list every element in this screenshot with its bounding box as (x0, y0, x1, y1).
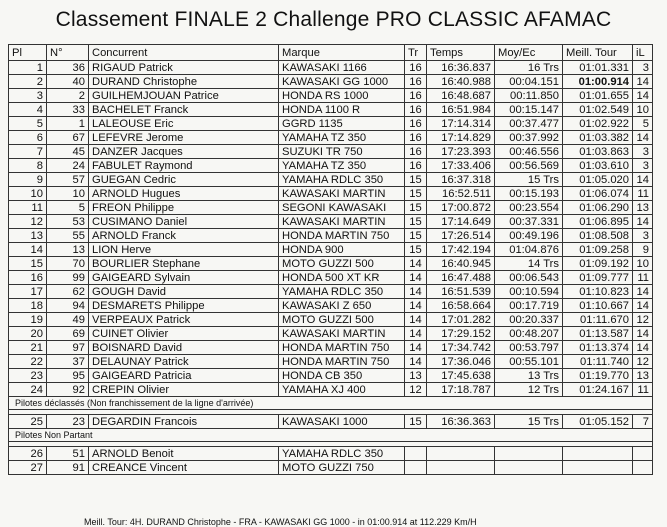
table-cell: 5 (47, 201, 89, 215)
table-cell: 25 (9, 415, 47, 429)
table-cell: BACHELET Franck (89, 103, 279, 117)
table-cell: KAWASAKI Z 650 (279, 299, 405, 313)
table-row (9, 447, 653, 461)
note-non-partant (9, 429, 653, 442)
table-cell: 16:37.318 (427, 173, 495, 187)
table-cell: 16 (405, 89, 427, 103)
table-cell: 16 (405, 159, 427, 173)
table-cell: 01:08.508 (563, 229, 633, 243)
table-cell: 10 (633, 103, 653, 117)
table-cell: 01:03.382 (563, 131, 633, 145)
table-cell: 13 (633, 369, 653, 383)
col-moy-ec: Moy/Ec (495, 45, 563, 61)
table-cell: GAIGEARD Patricia (89, 369, 279, 383)
table-cell: 15 Trs (495, 415, 563, 429)
table-cell: 16 (405, 61, 427, 75)
table-cell: 17:36.046 (427, 355, 495, 369)
table-cell: 53 (47, 215, 89, 229)
table-cell: 14 Trs (495, 257, 563, 271)
table-cell: 17:34.742 (427, 341, 495, 355)
results-body (9, 61, 653, 475)
table-cell: 01:00.914 (563, 75, 633, 89)
table-cell: 11 (9, 201, 47, 215)
table-cell: 01:04.876 (495, 243, 563, 257)
table-cell: 11 (633, 187, 653, 201)
table-cell: 01:10.667 (563, 299, 633, 313)
table-cell: 01:09.192 (563, 257, 633, 271)
table-cell: 00:56.569 (495, 159, 563, 173)
table-cell: 17:18.787 (427, 383, 495, 397)
table-cell: VERPEAUX Patrick (89, 313, 279, 327)
table-cell: BOURLIER Stephane (89, 257, 279, 271)
table-cell: DESMARETS Philippe (89, 299, 279, 313)
table-cell: 57 (47, 173, 89, 187)
table-cell: 00:15.147 (495, 103, 563, 117)
table-cell: 1 (47, 117, 89, 131)
table-row (9, 299, 653, 313)
table-cell: 15 (405, 243, 427, 257)
table-cell: 5 (633, 117, 653, 131)
table-cell: 14 (405, 257, 427, 271)
table-cell: YAMAHA RDLC 350 (279, 447, 405, 461)
table-row (9, 61, 653, 75)
table-cell: 14 (9, 243, 47, 257)
table-cell: 01:13.374 (563, 341, 633, 355)
table-row (9, 117, 653, 131)
table-row (9, 461, 653, 475)
table-cell: 14 (405, 271, 427, 285)
table-row (9, 313, 653, 327)
table-cell: 10 (47, 187, 89, 201)
table-row (9, 383, 653, 397)
table-cell: 00:20.337 (495, 313, 563, 327)
table-cell: LION Herve (89, 243, 279, 257)
table-cell: 9 (633, 243, 653, 257)
table-cell: HONDA MARTIN 750 (279, 355, 405, 369)
table-cell: 24 (47, 159, 89, 173)
table-cell: BOISNARD David (89, 341, 279, 355)
table-cell: 45 (47, 145, 89, 159)
table-cell: 20 (9, 327, 47, 341)
table-cell: 94 (47, 299, 89, 313)
table-cell: 49 (47, 313, 89, 327)
table-cell: HONDA CB 350 (279, 369, 405, 383)
table-cell: 00:46.556 (495, 145, 563, 159)
col-il: iL (633, 45, 653, 61)
table-cell: HONDA MARTIN 750 (279, 341, 405, 355)
table-cell: FREON Philippe (89, 201, 279, 215)
table-cell: 11 (633, 383, 653, 397)
table-cell: MOTO GUZZI 500 (279, 313, 405, 327)
table-cell: ARNOLD Franck (89, 229, 279, 243)
page-title: Classement FINALE 2 Challenge PRO CLASSIC AFAMAC (55, 8, 612, 31)
table-cell: KAWASAKI MARTIN (279, 327, 405, 341)
table-cell: 13 Trs (495, 369, 563, 383)
table-cell: 17:14.649 (427, 215, 495, 229)
table-cell: 3 (633, 61, 653, 75)
table-row (9, 341, 653, 355)
table-row (9, 215, 653, 229)
table-cell: HONDA 500 XT KR (279, 271, 405, 285)
table-cell: YAMAHA RDLC 350 (279, 173, 405, 187)
table-cell: 27 (9, 461, 47, 475)
table-cell: 14 (633, 173, 653, 187)
table-cell: 15 (405, 173, 427, 187)
note-declasses-text: Pilotes déclassés (Non franchissement de la ligne d'arrivée) (9, 397, 653, 410)
table-cell: 00:10.594 (495, 285, 563, 299)
table-row (9, 229, 653, 243)
table-cell (495, 447, 563, 461)
table-row (9, 75, 653, 89)
table-cell: 17:45.638 (427, 369, 495, 383)
table-cell: 13 (9, 229, 47, 243)
table-cell: 01:13.587 (563, 327, 633, 341)
table-cell: 00:49.196 (495, 229, 563, 243)
table-cell: 12 (633, 355, 653, 369)
table-cell (427, 461, 495, 475)
table-cell: GOUGH David (89, 285, 279, 299)
table-cell: 2 (47, 89, 89, 103)
table-cell: KAWASAKI GG 1000 (279, 75, 405, 89)
table-cell: 00:55.101 (495, 355, 563, 369)
table-row (9, 145, 653, 159)
table-cell: 14 (633, 327, 653, 341)
table-cell: 14 (633, 89, 653, 103)
table-cell: 14 (633, 285, 653, 299)
table-row (9, 131, 653, 145)
table-cell: 14 (405, 299, 427, 313)
table-cell: 15 (405, 215, 427, 229)
col-temps: Temps (427, 45, 495, 61)
table-cell: 2 (9, 75, 47, 89)
table-cell: 01:01.655 (563, 89, 633, 103)
table-cell: 16:47.488 (427, 271, 495, 285)
table-cell: 12 (9, 215, 47, 229)
table-cell: YAMAHA TZ 350 (279, 131, 405, 145)
table-cell: HONDA 1100 R (279, 103, 405, 117)
table-cell: 17:42.194 (427, 243, 495, 257)
table-cell: 16 (405, 117, 427, 131)
table-cell: 99 (47, 271, 89, 285)
table-cell: 26 (9, 447, 47, 461)
table-cell: RIGAUD Patrick (89, 61, 279, 75)
table-cell (563, 461, 633, 475)
table-cell: 69 (47, 327, 89, 341)
table-cell: 00:37.331 (495, 215, 563, 229)
table-cell: YAMAHA XJ 400 (279, 383, 405, 397)
table-cell (427, 447, 495, 461)
table-cell: 01:02.922 (563, 117, 633, 131)
table-cell: HONDA 900 (279, 243, 405, 257)
table-cell: 24 (9, 383, 47, 397)
table-cell: GUILHEMJOUAN Patrice (89, 89, 279, 103)
table-cell: 14 (405, 285, 427, 299)
table-cell (563, 447, 633, 461)
table-cell: 00:23.554 (495, 201, 563, 215)
table-cell: 14 (405, 327, 427, 341)
table-cell: 00:53.797 (495, 341, 563, 355)
table-row (9, 173, 653, 187)
table-cell: GAIGEARD Sylvain (89, 271, 279, 285)
table-cell: 6 (9, 131, 47, 145)
table-cell: DEGARDIN Francois (89, 415, 279, 429)
table-cell: ARNOLD Hugues (89, 187, 279, 201)
table-cell: 00:11.850 (495, 89, 563, 103)
table-cell: YAMAHA TZ 350 (279, 159, 405, 173)
table-cell: 3 (633, 145, 653, 159)
table-cell: 01:06.074 (563, 187, 633, 201)
table-cell: 16:58.664 (427, 299, 495, 313)
table-cell: 3 (633, 159, 653, 173)
table-cell: 36 (47, 61, 89, 75)
table-cell: KAWASAKI 1000 (279, 415, 405, 429)
table-cell: 16 (405, 75, 427, 89)
table-cell: 15 (9, 257, 47, 271)
table-cell: 15 (405, 187, 427, 201)
table-cell: 16:51.984 (427, 103, 495, 117)
table-cell: 5 (9, 117, 47, 131)
table-cell: KAWASAKI 1166 (279, 61, 405, 75)
table-cell: 12 (633, 313, 653, 327)
table-cell: 8 (9, 159, 47, 173)
table-cell: 91 (47, 461, 89, 475)
table-cell: 01:06.895 (563, 215, 633, 229)
table-cell: 17:14.314 (427, 117, 495, 131)
table-header (9, 45, 653, 61)
note-non-partant-text: Pilotes Non Partant (9, 429, 653, 442)
table-cell: ARNOLD Benoit (89, 447, 279, 461)
table-cell: 7 (633, 415, 653, 429)
table-cell: 3 (633, 229, 653, 243)
table-cell: LALEOUSE Eric (89, 117, 279, 131)
table-cell: 23 (9, 369, 47, 383)
table-row (9, 415, 653, 429)
table-cell: 37 (47, 355, 89, 369)
table-cell: 16 Trs (495, 61, 563, 75)
table-cell: 14 (633, 299, 653, 313)
table-cell: 15 (405, 229, 427, 243)
table-cell: SEGONI KAWASAKI (279, 201, 405, 215)
table-cell: 01:11.740 (563, 355, 633, 369)
table-cell: 92 (47, 383, 89, 397)
table-cell: HONDA RS 1000 (279, 89, 405, 103)
table-cell: 14 (405, 341, 427, 355)
table-cell: 01:09.777 (563, 271, 633, 285)
table-cell: 00:04.151 (495, 75, 563, 89)
table-cell: 17:01.282 (427, 313, 495, 327)
table-cell: DANZER Jacques (89, 145, 279, 159)
table-cell: 14 (633, 75, 653, 89)
table-row (9, 103, 653, 117)
table-cell: MOTO GUZZI 500 (279, 257, 405, 271)
table-cell: KAWASAKI MARTIN (279, 187, 405, 201)
table-cell: 00:37.477 (495, 117, 563, 131)
table-cell: 16 (9, 271, 47, 285)
table-cell: DURAND Christophe (89, 75, 279, 89)
table-row (9, 327, 653, 341)
table-row (9, 187, 653, 201)
table-cell: 01:06.290 (563, 201, 633, 215)
table-cell: KAWASAKI MARTIN (279, 215, 405, 229)
table-cell: 13 (405, 369, 427, 383)
table-cell: 01:03.863 (563, 145, 633, 159)
table-cell: 12 Trs (495, 383, 563, 397)
table-cell: HONDA MARTIN 750 (279, 229, 405, 243)
table-cell: CUINET Olivier (89, 327, 279, 341)
table-cell: CUSIMANO Daniel (89, 215, 279, 229)
table-cell: 01:05.152 (563, 415, 633, 429)
table-cell: CREANCE Vincent (89, 461, 279, 475)
table-cell: 14 (405, 313, 427, 327)
table-cell: 55 (47, 229, 89, 243)
col-concurrent: Concurrent (89, 45, 279, 61)
col-meill-tour: Meill. Tour (563, 45, 633, 61)
table-cell: 17:29.152 (427, 327, 495, 341)
table-cell: 16:36.363 (427, 415, 495, 429)
col-marque: Marque (279, 45, 405, 61)
table-cell: 16:36.837 (427, 61, 495, 75)
table-cell: 51 (47, 447, 89, 461)
table-cell: 15 (405, 415, 427, 429)
table-cell (405, 447, 427, 461)
table-cell (633, 447, 653, 461)
col-pl: Pl (9, 45, 47, 61)
table-row (9, 201, 653, 215)
table-cell: 13 (47, 243, 89, 257)
table-cell: 15 Trs (495, 173, 563, 187)
table-cell: 9 (9, 173, 47, 187)
table-cell: 14 (633, 341, 653, 355)
table-cell: 22 (9, 355, 47, 369)
table-row (9, 159, 653, 173)
table-cell: DELAUNAY Patrick (89, 355, 279, 369)
table-cell: 01:03.610 (563, 159, 633, 173)
table-cell: 14 (633, 131, 653, 145)
table-cell: 16:48.687 (427, 89, 495, 103)
table-cell: 01:19.770 (563, 369, 633, 383)
table-cell: 21 (9, 341, 47, 355)
col-tr: Tr (405, 45, 427, 61)
table-cell: GGRD 1135 (279, 117, 405, 131)
results-table (8, 44, 653, 475)
table-cell: 16 (405, 145, 427, 159)
table-cell: 16:52.511 (427, 187, 495, 201)
table-cell: 4 (9, 103, 47, 117)
table-cell: FABULET Raymond (89, 159, 279, 173)
table-row (9, 89, 653, 103)
table-row (9, 369, 653, 383)
table-cell: 16:40.945 (427, 257, 495, 271)
table-cell: 19 (9, 313, 47, 327)
table-cell: 18 (9, 299, 47, 313)
table-cell: 00:17.719 (495, 299, 563, 313)
table-row (9, 285, 653, 299)
table-cell (495, 461, 563, 475)
table-cell: 17:26.514 (427, 229, 495, 243)
table-cell: 3 (9, 89, 47, 103)
table-cell: 23 (47, 415, 89, 429)
table-cell: 17 (9, 285, 47, 299)
table-cell: 62 (47, 285, 89, 299)
note-declasses (9, 397, 653, 410)
table-cell (405, 461, 427, 475)
table-cell: 14 (633, 215, 653, 229)
table-cell: 16:51.539 (427, 285, 495, 299)
table-cell: 40 (47, 75, 89, 89)
table-cell: 10 (9, 187, 47, 201)
table-row (9, 243, 653, 257)
table-cell: 16:40.988 (427, 75, 495, 89)
table-cell: 01:24.167 (563, 383, 633, 397)
table-cell: 7 (9, 145, 47, 159)
footer-best-lap: Meill. Tour: 4H. DURAND Christophe - FRA - KAWASAKI GG 1000 - in 01:00.914 at 112.229 Km/H (84, 517, 477, 527)
table-cell: 70 (47, 257, 89, 271)
table-cell: 10 (633, 257, 653, 271)
table-cell: 67 (47, 131, 89, 145)
table-row (9, 271, 653, 285)
table-cell: 00:37.992 (495, 131, 563, 145)
col-num: N° (47, 45, 89, 61)
table-cell: 00:48.207 (495, 327, 563, 341)
table-cell: 33 (47, 103, 89, 117)
table-cell: GUEGAN Cedric (89, 173, 279, 187)
table-cell: 15 (405, 201, 427, 215)
table-cell: 12 (405, 383, 427, 397)
table-cell (633, 461, 653, 475)
table-cell: YAMAHA RDLC 350 (279, 285, 405, 299)
table-cell: 01:02.549 (563, 103, 633, 117)
table-cell: 01:09.258 (563, 243, 633, 257)
table-cell: 01:10.823 (563, 285, 633, 299)
table-cell: 17:23.393 (427, 145, 495, 159)
table-cell: 00:15.193 (495, 187, 563, 201)
table-cell: SUZUKI TR 750 (279, 145, 405, 159)
table-cell: 01:11.670 (563, 313, 633, 327)
table-cell: 13 (633, 201, 653, 215)
table-cell: 17:33.406 (427, 159, 495, 173)
table-cell: 95 (47, 369, 89, 383)
table-cell: CREPIN Olivier (89, 383, 279, 397)
table-row (9, 257, 653, 271)
table-cell: 1 (9, 61, 47, 75)
table-cell: 01:01.331 (563, 61, 633, 75)
table-cell: 17:14.829 (427, 131, 495, 145)
table-cell: LEFEVRE Jerome (89, 131, 279, 145)
table-cell: 97 (47, 341, 89, 355)
table-cell: 00:06.543 (495, 271, 563, 285)
table-cell: 11 (633, 271, 653, 285)
table-row (9, 355, 653, 369)
table-cell: 16 (405, 131, 427, 145)
table-cell: 14 (405, 355, 427, 369)
table-cell: 17:00.872 (427, 201, 495, 215)
table-cell: 16 (405, 103, 427, 117)
table-cell: MOTO GUZZI 750 (279, 461, 405, 475)
table-cell: 01:05.020 (563, 173, 633, 187)
